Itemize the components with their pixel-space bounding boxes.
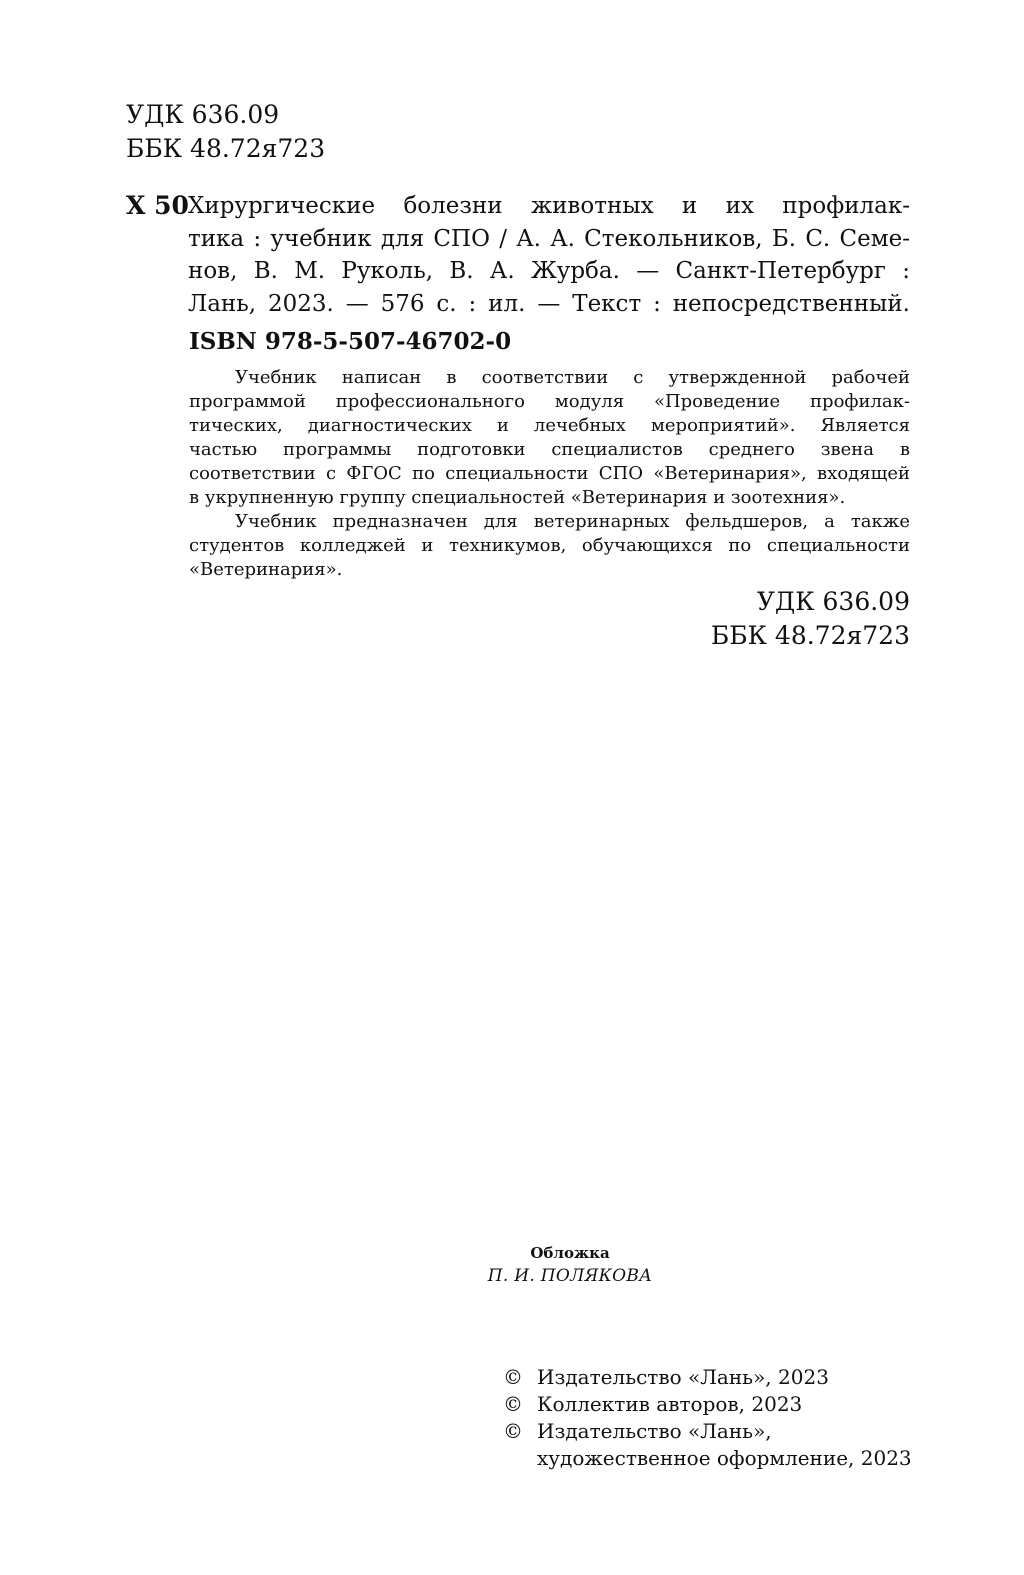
copyright-row bbox=[503, 1418, 912, 1445]
annotation-line: частью программы подготовки специалистов среднего звена в bbox=[189, 439, 910, 460]
copyright-icon: © bbox=[503, 1419, 523, 1443]
copyright-text: Издательство «Лань», bbox=[537, 1419, 772, 1443]
annotation-line: Учебник предназначен для ветеринарных фельдшеров, а также bbox=[235, 511, 910, 532]
annotation bbox=[189, 366, 910, 582]
cover-credit bbox=[420, 1242, 720, 1288]
biblio-line: Хирургические болезни животных и их профилак- bbox=[188, 193, 910, 219]
copyright-icon: © bbox=[503, 1392, 523, 1416]
annotation-line: студентов колледжей и техникумов, обучающихся по специальности bbox=[189, 535, 910, 556]
copyright-row bbox=[503, 1391, 912, 1418]
cover-designer-name: П. И. ПОЛЯКОВА bbox=[487, 1266, 653, 1286]
classification-codes-top bbox=[126, 98, 325, 166]
copyright-icon: © bbox=[503, 1365, 523, 1389]
annotation-line: программой профессионального модуля «Проведение профилак- bbox=[189, 391, 910, 412]
copyright-text: Издательство «Лань», 2023 bbox=[537, 1365, 829, 1389]
bbk-code: ББК 48.72я723 bbox=[710, 621, 910, 650]
copyright-row bbox=[503, 1364, 912, 1391]
annotation-line: в укрупненную группу специальностей «Ветеринария и зоотехния». bbox=[189, 487, 846, 508]
annotation-line: соответствии с ФГОС по специальности СПО «Ветеринария», входящей bbox=[189, 463, 910, 484]
biblio-line: тика : учебник для СПО / А. А. Стекольников, Б. С. Семе- bbox=[188, 225, 910, 252]
udk-code: УДК 636.09 bbox=[756, 587, 910, 616]
biblio-line: нов, В. М. Руколь, В. А. Журба. — Санкт-Петербург : bbox=[188, 258, 910, 284]
copyright-block bbox=[503, 1364, 912, 1472]
author-mark: Х 50 bbox=[126, 191, 189, 220]
udk-code: УДК 636.09 bbox=[126, 100, 280, 129]
copyright-text: Коллектив авторов, 2023 bbox=[537, 1392, 803, 1416]
isbn: ISBN 978-5-507-46702-0 bbox=[189, 328, 512, 355]
cover-label: Обложка bbox=[530, 1244, 610, 1262]
annotation-line: тических, диагностических и лечебных мероприятий». Является bbox=[189, 415, 910, 436]
bbk-code: ББК 48.72я723 bbox=[126, 134, 326, 163]
annotation-line: Учебник написан в соответствии с утвержденной рабочей bbox=[235, 367, 910, 388]
annotation-line: «Ветеринария». bbox=[189, 559, 343, 580]
bibliographic-description bbox=[188, 190, 910, 320]
copyright-text-continued: художественное оформление, 2023 bbox=[537, 1446, 912, 1470]
classification-codes-right bbox=[711, 585, 910, 653]
biblio-line: Лань, 2023. — 576 с. : ил. — Текст : непосредственный. bbox=[188, 290, 910, 317]
